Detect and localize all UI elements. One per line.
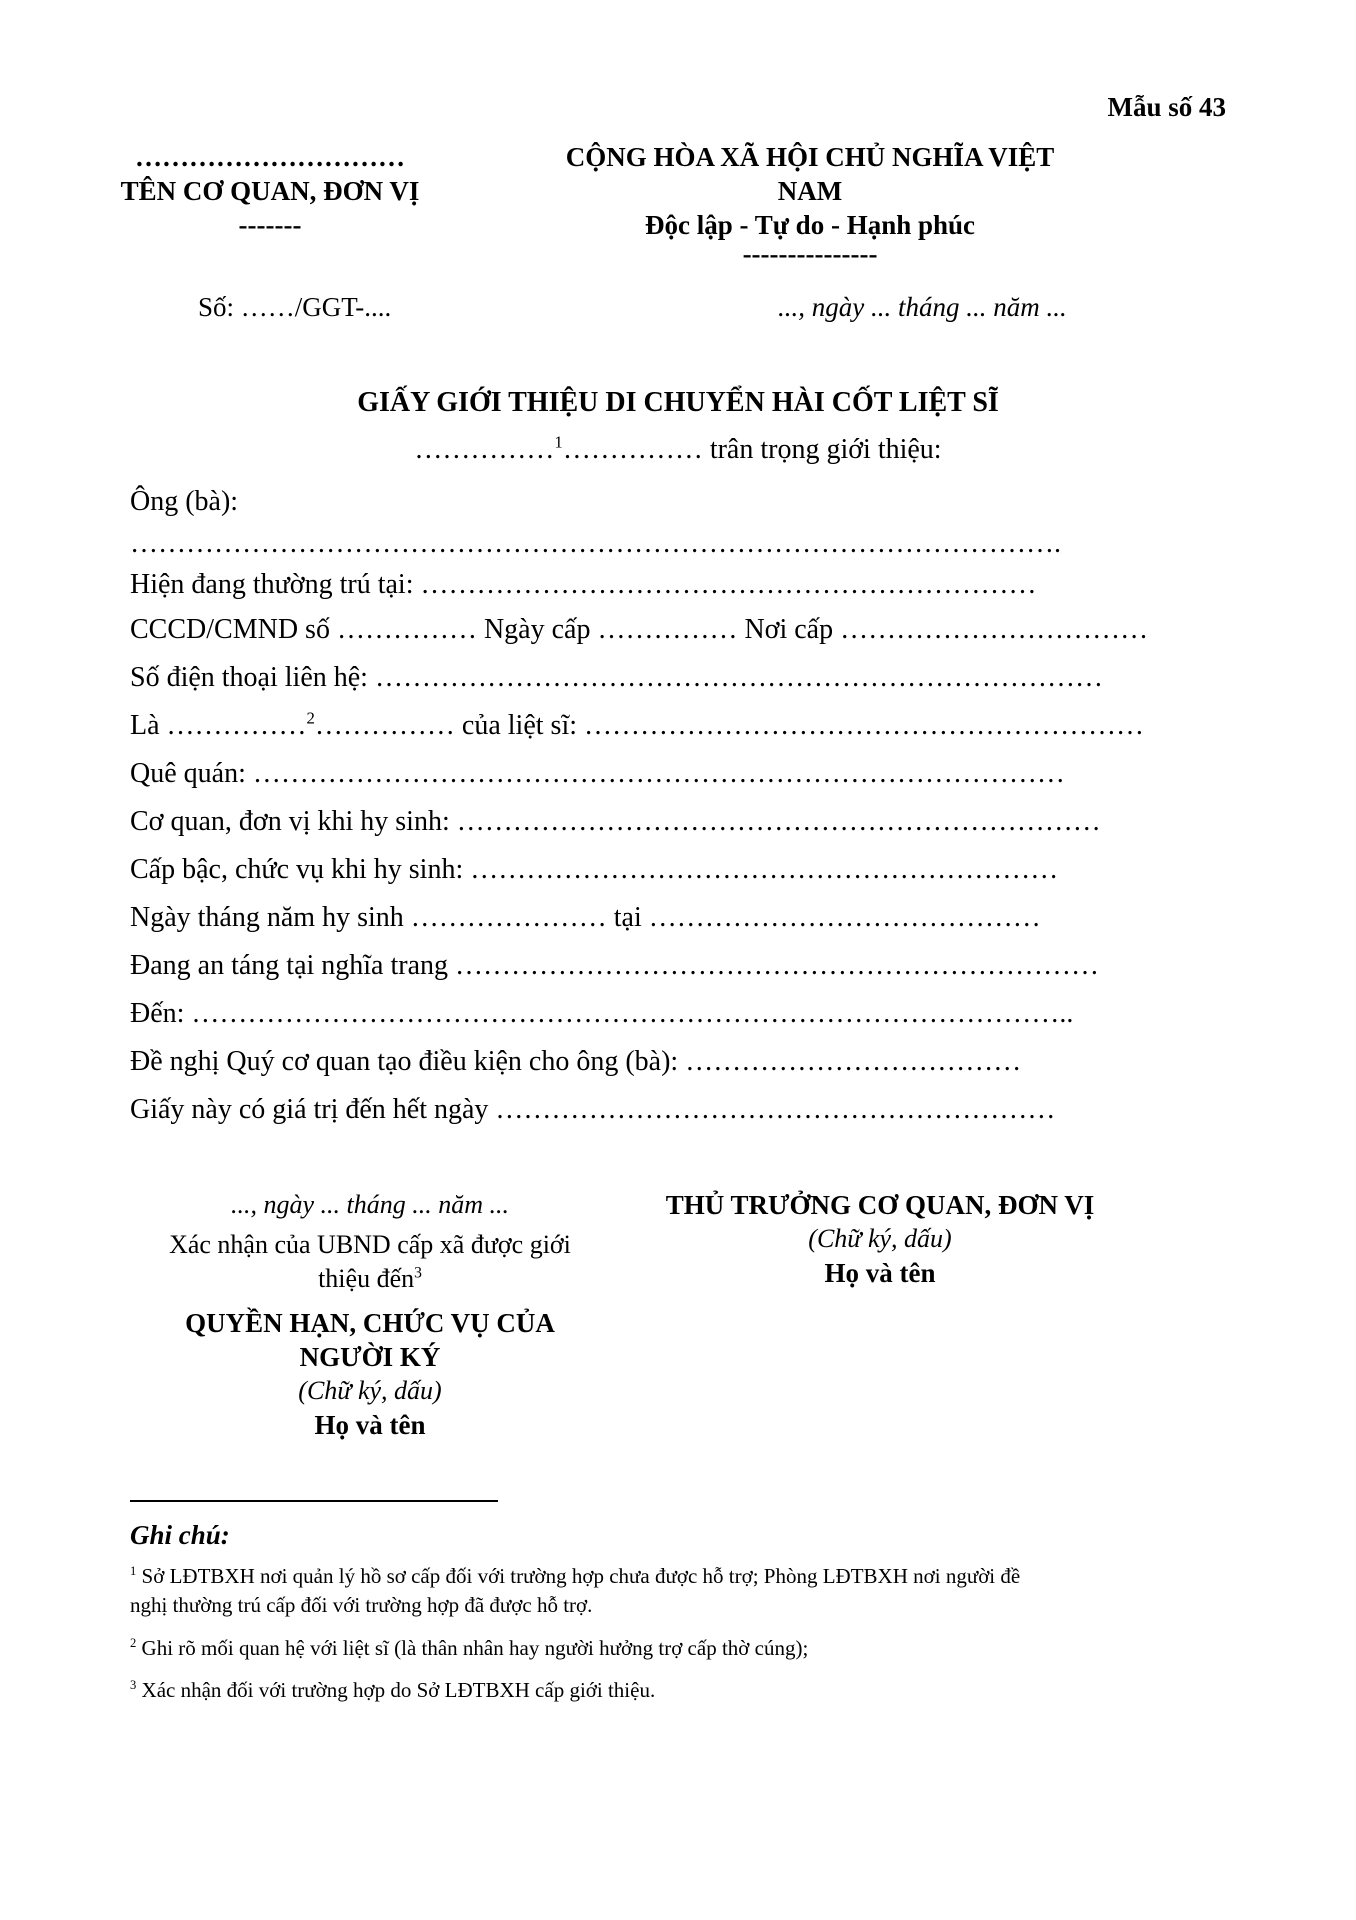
- notes-divider: [130, 1500, 498, 1502]
- confirm-date: ..., ngày ... tháng ... năm ...: [230, 1190, 510, 1219]
- notes-heading: Ghi chú:: [130, 1520, 230, 1550]
- note-1-text: Sở LĐTBXH nơi quản lý hồ sơ cấp đối với trường hợp chưa được hỗ trợ; Phòng LĐTBXH nơi người đề: [141, 1564, 1021, 1588]
- header-left: [100, 140, 440, 242]
- note-2: [130, 1634, 1250, 1663]
- confirm-text-2-label: thiệu đến: [318, 1264, 415, 1293]
- signer-sign-note: (Chữ ký, dấu): [298, 1376, 442, 1405]
- field-cccd: CCCD/CMND số …………… Ngày cấp …………… Nơi cấp ……………………………: [130, 614, 1149, 645]
- nation-line-1: CỘNG HÒA XÃ HỘI CHỦ NGHĨA VIỆT: [565, 142, 1055, 172]
- field-den: Đến: …………………………………………………………………………………..: [130, 998, 1074, 1029]
- document-title: GIẤY GIỚI THIỆU DI CHUYỂN HÀI CỐT LIỆT SĨ: [357, 387, 999, 418]
- footnote-ref-3: 3: [414, 1264, 422, 1282]
- field-cap-bac: Cấp bậc, chức vụ khi hy sinh: ………………………………………………………: [130, 854, 1059, 885]
- confirm-text-1: Xác nhận của UBND cấp xã được giới: [169, 1230, 571, 1259]
- field-de-nghi: Đề nghị Quý cơ quan tạo điều kiện cho ông (bà): ………………………………: [130, 1046, 1022, 1077]
- intro-dots: ……………: [414, 434, 555, 465]
- nation-line-2: NAM: [777, 176, 843, 206]
- field-an-tang: Đang an táng tại nghĩa trang ……………………………………………………………: [130, 950, 1100, 981]
- signer-title-2: NGƯỜI KÝ: [299, 1342, 441, 1372]
- confirm-text-2: [120, 1262, 620, 1296]
- note-1-number: 1: [130, 1564, 137, 1578]
- field-thuong-tru: Hiện đang thường trú tại: …………………………………………………………: [130, 569, 1037, 600]
- head-sign-note: (Chữ ký, dấu): [808, 1224, 952, 1253]
- intro-line: [100, 432, 1256, 468]
- field-ong-ba-dots: ……………………………………………………………………………………….: [130, 528, 1061, 559]
- field-que-quan: Quê quán: ……………………………………………………………………………: [130, 758, 1065, 789]
- field-quan-he-suffix: …………… của liệt sĩ: ……………………………………………………: [314, 710, 1144, 741]
- agency-dots: …………………………: [135, 142, 405, 172]
- note-3: [130, 1676, 1250, 1705]
- field-gia-tri: Giấy này có giá trị đến hết ngày ……………………………………………………: [130, 1094, 1056, 1125]
- motto: Độc lập - Tự do - Hạnh phúc: [644, 210, 976, 240]
- header-right: [520, 140, 1100, 269]
- field-quan-he-prefix: Là ……………: [130, 710, 307, 741]
- footnote-ref-2: 2: [306, 708, 315, 728]
- footnote-ref-1: 1: [554, 432, 563, 452]
- field-ong-ba: Ông (bà):: [130, 486, 239, 517]
- document-number: Số: ……/GGT-....: [198, 292, 392, 322]
- field-quan-he: [130, 708, 1250, 744]
- head-name: Họ và tên: [824, 1258, 936, 1288]
- head-title: THỦ TRƯỞNG CƠ QUAN, ĐƠN VỊ: [665, 1190, 1095, 1220]
- note-1-text-cont: nghị thường trú cấp đối với trường hợp đã được hỗ trợ.: [130, 1593, 593, 1617]
- note-2-number: 2: [130, 1636, 137, 1650]
- intro-text: …………… trân trọng giới thiệu:: [562, 434, 942, 465]
- signer-name: Họ và tên: [314, 1410, 426, 1440]
- note-3-text: Xác nhận đối với trường hợp do Sở LĐTBXH cấp giới thiệu.: [141, 1678, 656, 1702]
- issue-date: ..., ngày ... tháng ... năm ...: [778, 292, 1067, 322]
- signer-title-1: QUYỀN HẠN, CHỨC VỤ CỦA: [185, 1308, 555, 1338]
- agency-divider: -------: [238, 210, 302, 240]
- note-1: [130, 1562, 1250, 1620]
- field-ngay-hy-sinh: Ngày tháng năm hy sinh ………………… tại ……………………………………: [130, 902, 1041, 933]
- motto-divider: ---------------: [742, 239, 878, 269]
- field-dien-thoai: Số điện thoại liên hệ: ……………………………………………………………………: [130, 662, 1103, 693]
- signature-left: [120, 1188, 620, 1442]
- note-2-text: Ghi rõ mối quan hệ với liệt sĩ (là thân nhân hay người hưởng trợ cấp thờ cúng);: [141, 1636, 809, 1660]
- agency-name: TÊN CƠ QUAN, ĐƠN VỊ: [120, 176, 420, 206]
- note-3-number: 3: [130, 1678, 137, 1692]
- form-number: Mẫu số 43: [1107, 92, 1226, 122]
- signature-right: [600, 1188, 1160, 1290]
- field-co-quan: Cơ quan, đơn vị khi hy sinh: ……………………………………………………………: [130, 806, 1101, 837]
